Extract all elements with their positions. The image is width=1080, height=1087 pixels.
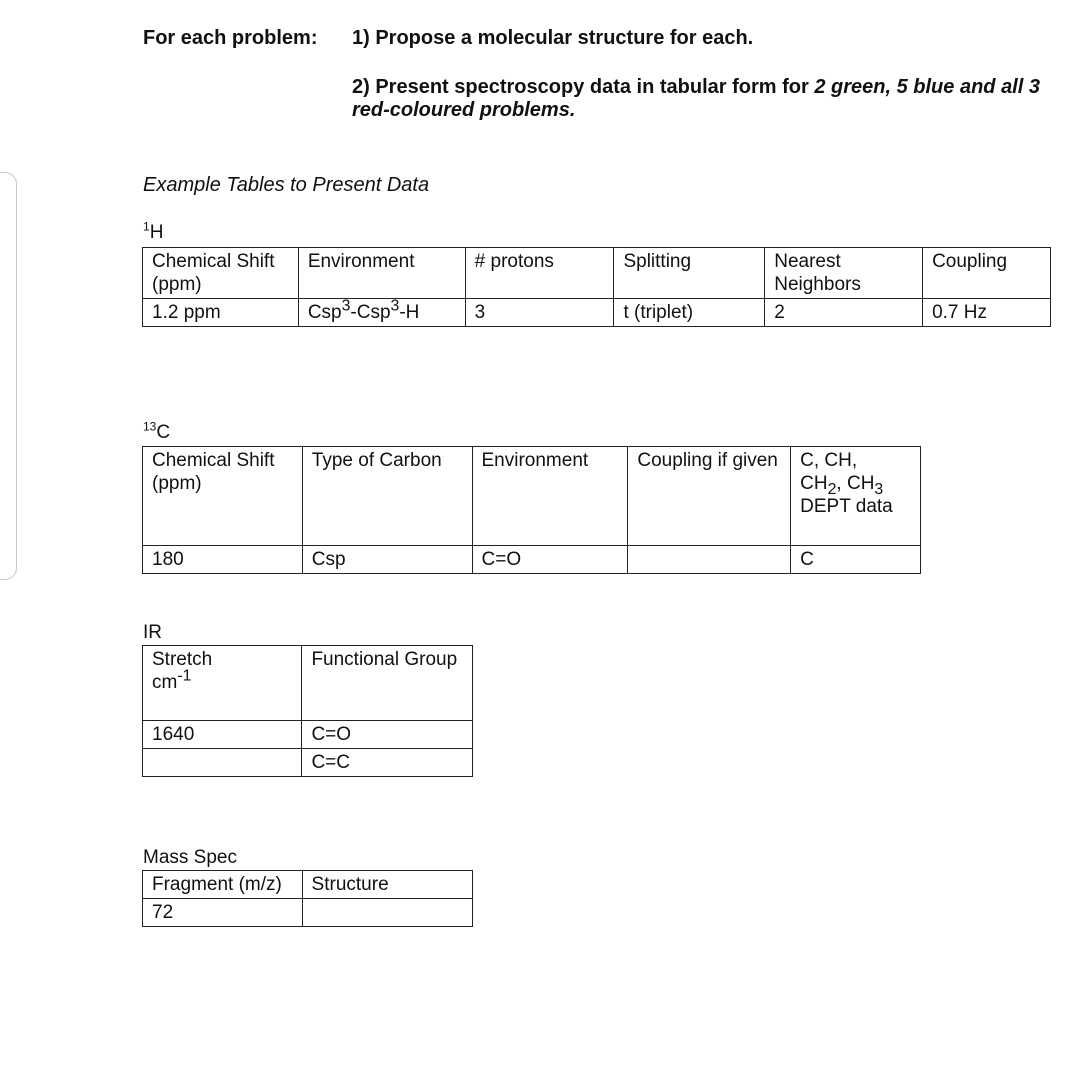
header-splitting: Splitting <box>614 248 765 299</box>
table-row <box>143 899 473 927</box>
c-nmr-label: $^{13}$C <box>143 419 171 443</box>
cell-stretch <box>143 749 302 777</box>
header-chemical-shift: Chemical Shift (ppm) <box>143 248 299 299</box>
cell-fragment: 72 <box>143 899 303 927</box>
h-nmr-label: $^1$H <box>143 219 164 243</box>
example-tables-title: Example Tables to Present Data <box>143 174 430 196</box>
instructions-label: For each problem: <box>143 27 318 49</box>
header-coupling-if-given: Coupling if given <box>628 447 791 546</box>
cell-chemical-shift: 180 <box>143 546 303 574</box>
header-environment: Environment <box>472 447 628 546</box>
h-nmr-table <box>142 247 1051 327</box>
cell-coupling: 0.7 Hz <box>923 299 1051 327</box>
table-row <box>143 721 473 749</box>
table-header-row <box>143 447 921 546</box>
header-chemical-shift: Chemical Shift (ppm) <box>143 447 303 546</box>
mass-spec-table <box>142 870 473 927</box>
cell-stretch: 1640 <box>143 721 302 749</box>
table-row <box>143 299 1051 327</box>
mass-spec-label: Mass Spec <box>143 847 237 868</box>
instruction-item-1: 1) Propose a molecular structure for each. <box>352 27 754 49</box>
table-header-row <box>143 646 473 721</box>
instruction-item-2 <box>352 76 1052 122</box>
header-stretch: Stretch $cm^{-1}$ <box>143 646 302 721</box>
table-row <box>143 749 473 777</box>
ir-label: IR <box>143 622 162 643</box>
header-dept-data: C, CH, $CH_2$, $CH_3$ DEPT data <box>791 447 921 546</box>
table-header-row <box>143 871 473 899</box>
side-panel-tab[interactable] <box>0 172 17 580</box>
table-header-row <box>143 248 1051 299</box>
cell-functional-group: C=O <box>302 721 473 749</box>
instruction-item-2-text: 2) Present spectroscopy data in tabular form for <box>352 76 815 98</box>
cell-dept: C <box>791 546 921 574</box>
table-row <box>143 546 921 574</box>
cell-splitting: t (triplet) <box>614 299 765 327</box>
cell-protons: 3 <box>465 299 614 327</box>
header-protons: # protons <box>465 248 614 299</box>
c-nmr-table <box>142 446 921 574</box>
cell-coupling <box>628 546 791 574</box>
cell-structure <box>302 899 472 927</box>
header-fragment: Fragment (m/z) <box>143 871 303 899</box>
cell-chemical-shift: 1.2 ppm <box>143 299 299 327</box>
cell-nearest-neighbors: 2 <box>765 299 923 327</box>
ir-table <box>142 645 473 777</box>
header-nearest-neighbors: Nearest Neighbors <box>765 248 923 299</box>
header-environment: Environment <box>298 248 465 299</box>
cell-environment: C=O <box>472 546 628 574</box>
header-coupling: Coupling <box>923 248 1051 299</box>
instruction-item-2-emphasis: 2 green, 5 blue and all 3 red-coloured problems. <box>352 76 1040 121</box>
cell-functional-group: C=C <box>302 749 473 777</box>
header-structure: Structure <box>302 871 472 899</box>
header-type-of-carbon: Type of Carbon <box>302 447 472 546</box>
header-functional-group: Functional Group <box>302 646 473 721</box>
cell-environment: Csp$^3$-Csp$^3$-H <box>298 299 465 327</box>
cell-type-of-carbon: Csp <box>302 546 472 574</box>
